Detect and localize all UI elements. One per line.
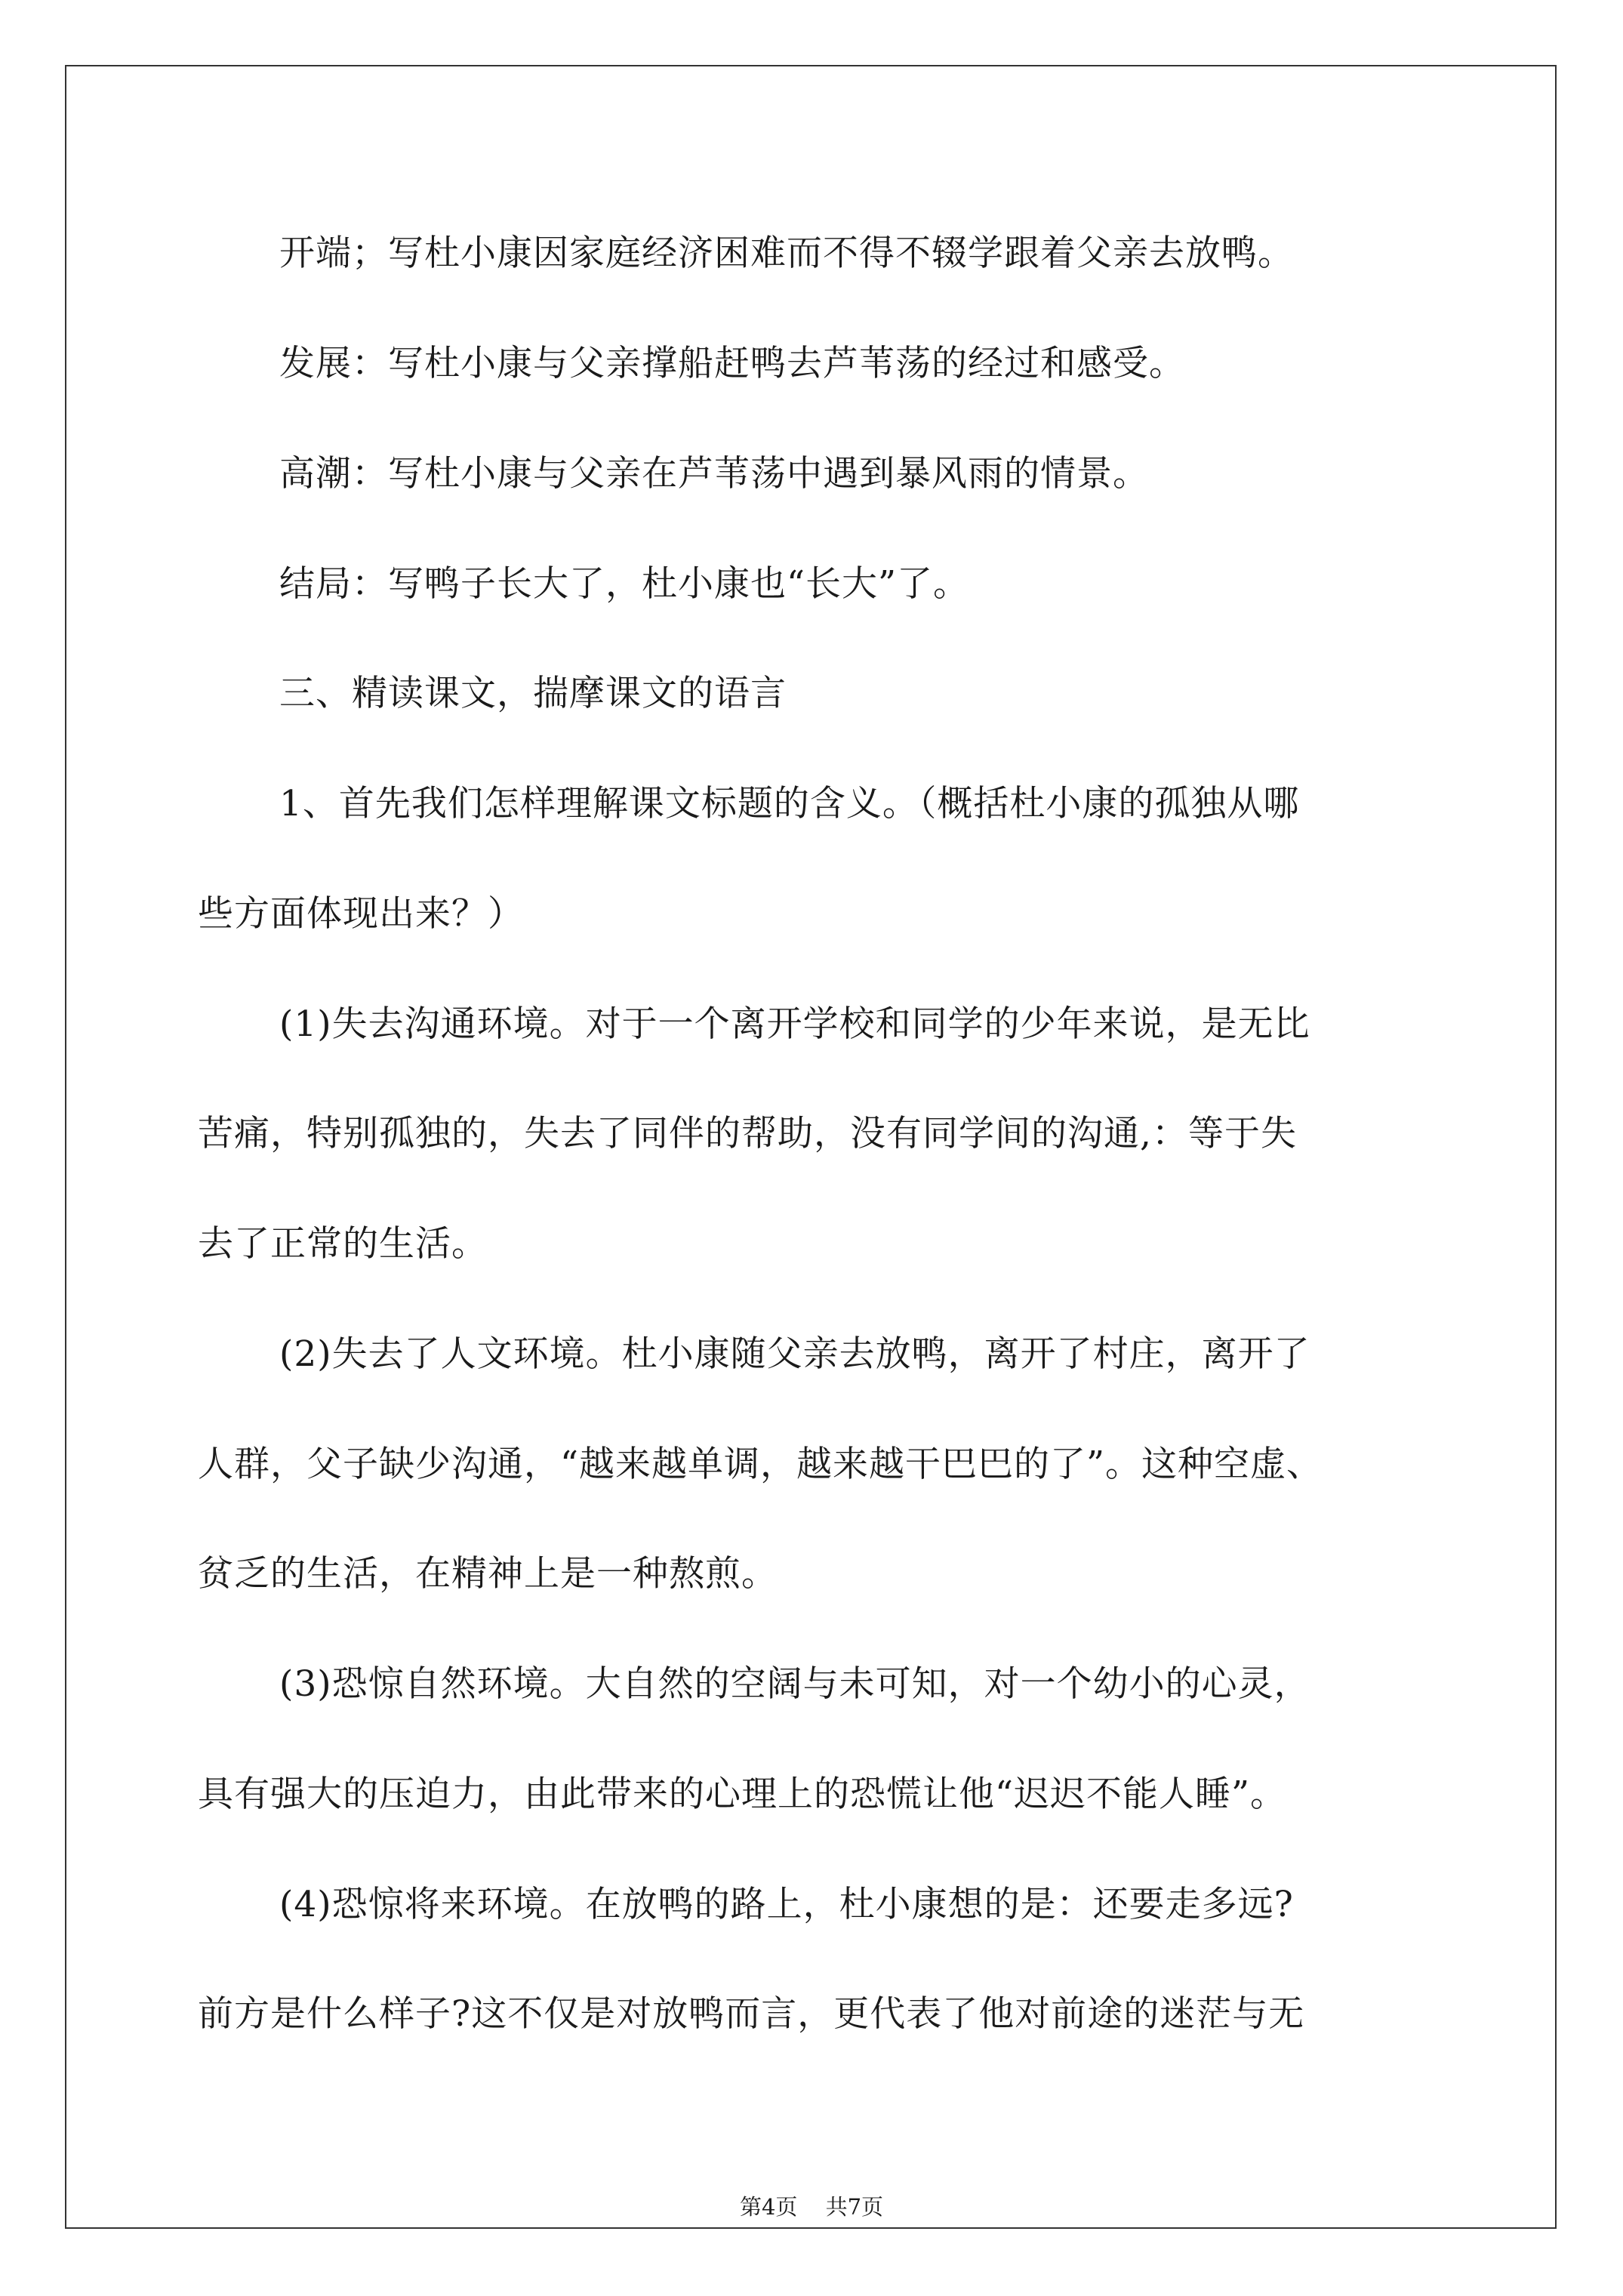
paragraph-line: (1)失去沟通环境。对于一个离开学校和同学的少年来说，是无比 [279, 1003, 1310, 1045]
paragraph-line: 些方面体现出来？） [198, 893, 524, 935]
paragraph-line: 高潮：写杜小康与父亲在芦苇荡中遇到暴风雨的情景。 [279, 453, 1149, 495]
paragraph-line: 发展：写杜小康与父亲撑船赶鸭去芦苇荡的经过和感受。 [279, 343, 1185, 384]
paragraph-line: 结局：写鸭子长大了，杜小康也“长大”了。 [279, 563, 970, 605]
paragraph-line: (4)恐惊将来环境。在放鸭的路上，杜小康想的是：还要走多远? [279, 1884, 1294, 1925]
paragraph-line: 具有强大的压迫力，由此带来的心理上的恐慌让他“迟迟不能人睡”。 [198, 1774, 1287, 1815]
paragraph-line: 1、首先我们怎样理解课文标题的含义。（概括杜小康的孤独从哪 [279, 783, 1300, 824]
page-footer [0, 2193, 1623, 2220]
paragraph-line: (3)恐惊自然环境。大自然的空阔与未可知，对一个幼小的心灵， [279, 1663, 1310, 1705]
paragraph-line: 去了正常的生活。 [198, 1223, 488, 1265]
paragraph-line: 前方是什么样子?这不仅是对放鸭而言，更代表了他对前途的迷茫与无 [198, 1993, 1305, 2035]
paragraph-line: 人群，父子缺少沟通，“越来越单调，越来越干巴巴的了”。这种空虚、 [198, 1444, 1323, 1485]
paragraph-line: 贫乏的生活，在精神上是一种熬煎。 [198, 1553, 778, 1595]
paragraph-line: (2)失去了人文环境。杜小康随父亲去放鸭，离开了村庄，离开了 [279, 1333, 1310, 1375]
paragraph-line: 开端；写杜小康因家庭经济困难而不得不辍学跟着父亲去放鸭。 [279, 233, 1294, 274]
page-total: 共7页 [825, 2194, 884, 2220]
section-heading: 三、精读课文，揣摩课文的语言 [279, 673, 787, 714]
paragraph-line: 苦痛，特别孤独的，失去了同伴的帮助，没有同学间的沟通,：等于失 [198, 1113, 1297, 1154]
page-number: 第4页 [739, 2194, 798, 2220]
